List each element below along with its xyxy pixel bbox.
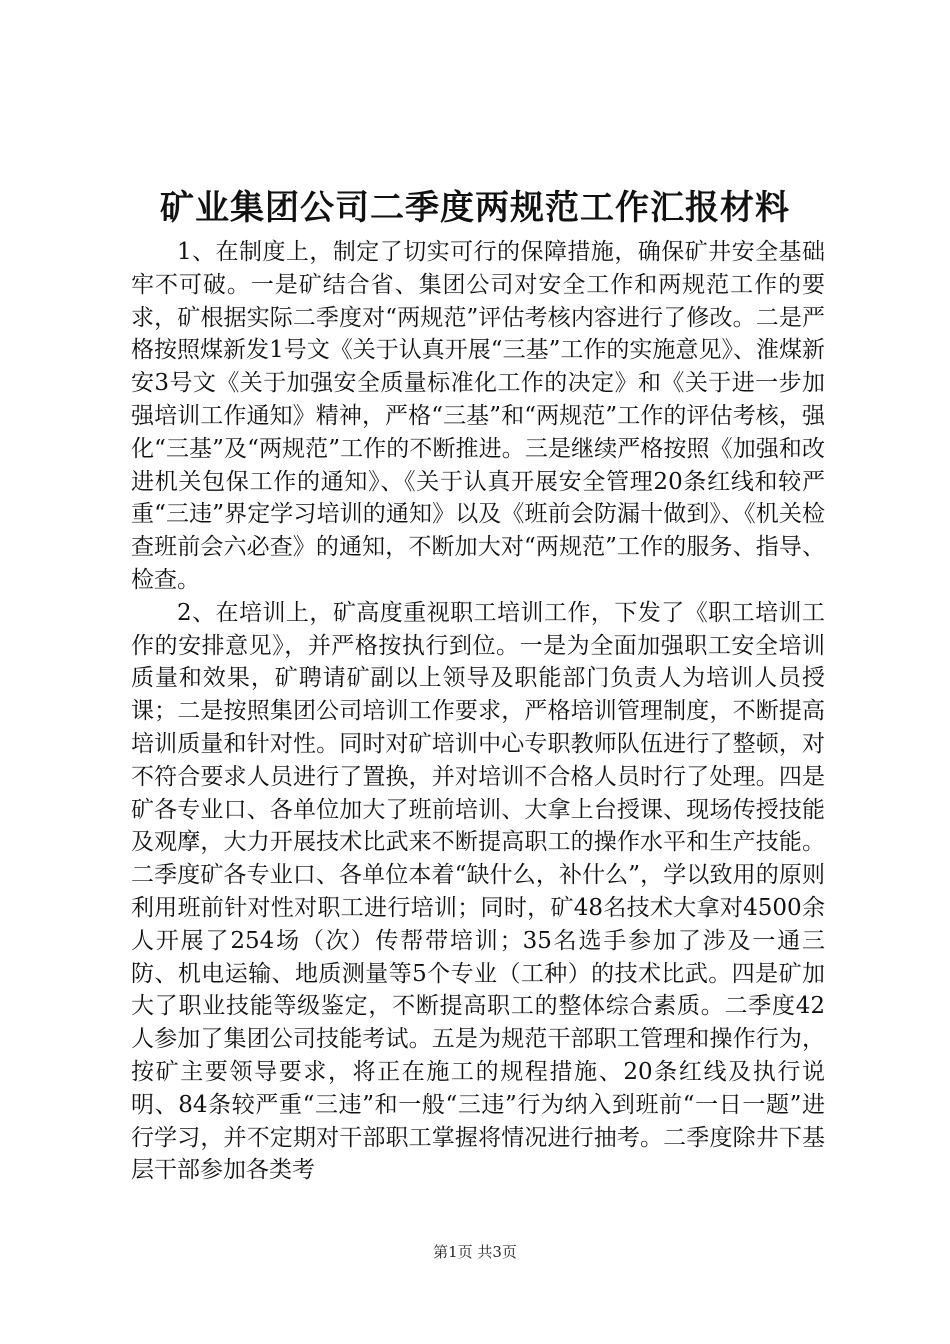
paragraph-training-system: 1、在制度上，制定了切实可行的保障措施，确保矿井安全基础牢不可破。一是矿结合省、集团公司对安全工作和两规范工作的要求，矿根据实际二季度对“两规范”评估考核内容进行了修改。二是严格按照煤新发1号文《关于认真开展“三基”工作的实施意见》、淮煤新安3号文《关于加强安全质量标准化工作的决定》和《关于进一步加强培训工作通知》精神，严格“三基”和“两规范”工作的评估考核，强化“三基”及“两规范”工作的不断推进。三是继续严格按照《加强和改进机关包保工作的通知》、《关于认真开展安全管理20条红线和较严重“三违”界定学习培训的通知》以及《班前会防漏十做到》、《机关检查班前会六必查》的通知，不断加大对“两规范”工作的服务、指导、检查。 xyxy=(131,239,825,593)
page-footer: 第1页 共3页 xyxy=(433,1243,517,1261)
document-body xyxy=(131,236,825,1187)
paragraph-training-work: 2、在培训上，矿高度重视职工培训工作，下发了《职工培训工作的安排意见》，并严格按执行到位。一是为全面加强职工安全培训质量和效果，矿聘请矿副以上领导及职能部门负责人为培训人员授课；二是按照集团公司培训工作要求，严格培训管理制度，不断提高培训质量和针对性。同时对矿培训中心专职教师队伍进行了整顿，对不符合要求人员进行了置换，并对培训不合格人员时行了处理。四是矿各专业口、各单位加大了班前培训、大拿上台授课、现场传授技能及观摩，大力开展技术比武来不断提高职工的操作水平和生产技能。二季度矿各专业口、各单位本着“缺什么，补什么”，学以致用的原则利用班前针对性对职工进行培训；同时，矿48名技术大拿对4500余人开展了254场（次）传帮带培训；35名选手参加了涉及一通三防、机电运输、地质测量等5个专业（工种）的技术比武。四是矿加大了职业技能等级鉴定，不断提高职工的整体综合素质。二季度42人参加了集团公司技能考试。五是为规范干部职工管理和操作行为，按矿主要领导要求，将正在施工的规程措施、20条红线及执行说明、84条较严重“三违”和一般“三违”行为纳入到班前“一日一题”进行学习，并不定期对干部职工掌握将情况进行抽考。二季度除井下基层干部参加各类考 xyxy=(131,599,825,1184)
document-title: 矿业集团公司二季度两规范工作汇报材料 xyxy=(160,188,790,228)
